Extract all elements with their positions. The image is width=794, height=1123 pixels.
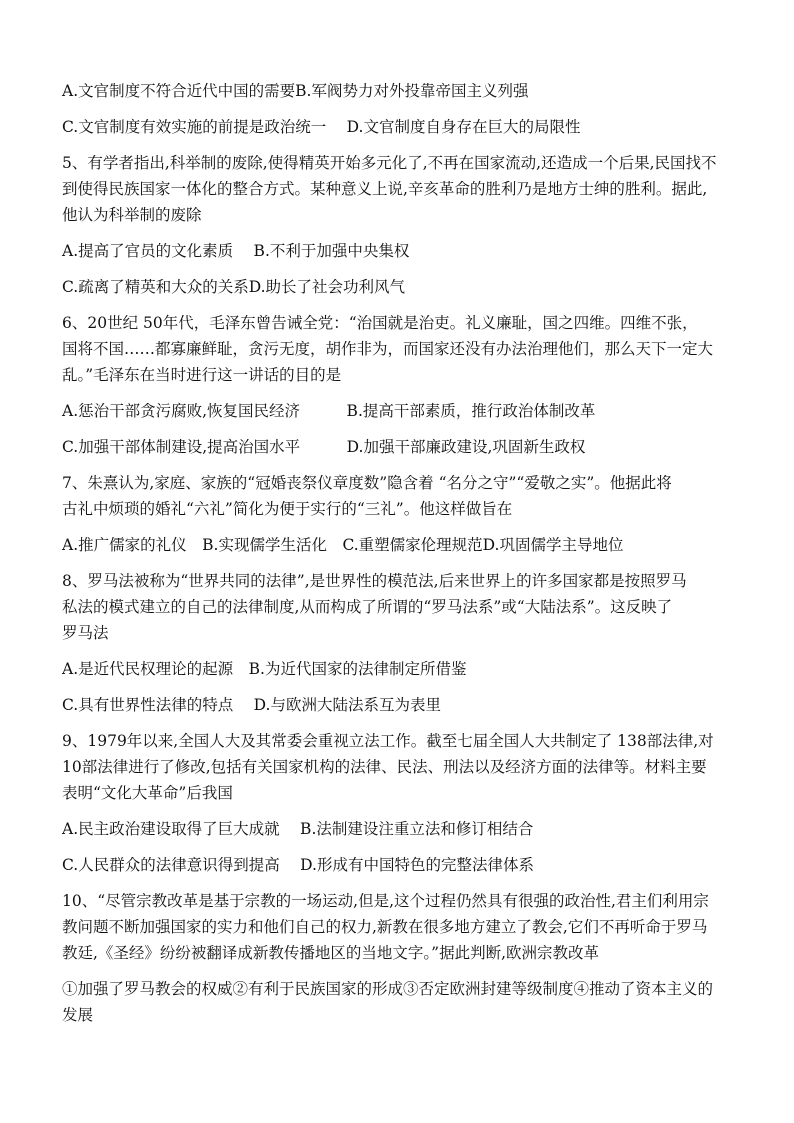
- prev-question-options-cd: C.文官制度有效实施的前提是政治统一 D.文官制度自身存在巨大的局限性: [62, 118, 581, 136]
- question-5-options-cd: C.疏离了精英和大众的关系D.助长了社会功利风气: [62, 278, 406, 296]
- question-6-stem-line-3: 乱。”毛泽东在当时进行这一讲话的目的是: [62, 366, 342, 384]
- question-6-options-ab: A.惩治干部贪污腐败,恢复国民经济 B.提高干部素质，推行政治体制改革: [62, 402, 596, 420]
- question-10-stem-line-1: 10、“尽管宗教改革是基于宗教的一场运动,但是,这个过程仍然具有很强的政治性,君主们利用宗: [62, 892, 709, 910]
- question-10-choices-line-2: 发展: [62, 1006, 94, 1024]
- question-9-stem-line-1: 9、1979年以来,全国人大及其常委会重视立法工作。截至七届全国人大共制定了 138部法律,对: [62, 732, 714, 750]
- question-7-stem-line-2: 古礼中烦琐的婚礼“六礼”简化为便于实行的“三礼”。他这样做旨在: [62, 500, 513, 518]
- question-6-stem-line-2: 国将不国……都寡廉鲜耻，贪污无度，胡作非为，而国家还没有办法治理他们，那么天下一定大: [62, 340, 714, 358]
- question-8-options-cd: C.具有世界性法律的特点 D.与欧洲大陆法系互为表里: [62, 696, 441, 714]
- question-8-options-ab: A.是近代民权理论的起源 B.为近代国家的法律制定所借鉴: [62, 660, 467, 678]
- question-10-choices: [62, 976, 738, 1028]
- question-5-stem-line-3: 他认为科举制的废除: [62, 206, 202, 224]
- question-7-options: A.推广儒家的礼仪 B.实现儒学生活化 C.重塑儒家伦理规范D.巩固儒学主导地位: [62, 536, 624, 554]
- question-5-options-ab: A.提高了官员的文化素质 B.不利于加强中央集权: [62, 242, 410, 260]
- question-9-options-ab: A.民主政治建设取得了巨大成就 B.法制建设注重立法和修订相结合: [62, 820, 534, 838]
- question-10-stem-line-2: 教问题不断加强国家的实力和他们自己的权力,新教在很多地方建立了教会,它们不再听命于罗马: [62, 918, 708, 936]
- question-5-stem-line-2: 到使得民族国家一体化的整合方式。某种意义上说,辛亥革命的胜利乃是地方士绅的胜利。据此,: [62, 180, 708, 198]
- question-9-stem-line-2: 10部法律进行了修改,包括有关国家机构的法律、民法、刑法以及经济方面的法律等。材料主要: [62, 758, 707, 776]
- question-8-stem-line-3: 罗马法: [62, 624, 109, 642]
- question-5-stem-line-1: 5、有学者指出,科举制的废除,使得精英开始多元化了,不再在国家流动,还造成一个后果,民国找不: [62, 154, 717, 172]
- question-9-stem-line-3: 表明“文化大革命”后我国: [62, 784, 233, 802]
- question-9: [62, 728, 738, 806]
- prev-question-options-ab: A.文官制度不符合近代中国的需要B.军阀势力对外投靠帝国主义列强: [62, 82, 529, 100]
- question-6: [62, 310, 738, 388]
- question-10-stem-line-3: 教廷,《圣经》纷纷被翻译成新教传播地区的当地文字。”据此判断,欧洲宗教改革: [62, 944, 600, 962]
- question-8: [62, 568, 738, 646]
- question-5: [62, 150, 738, 228]
- question-6-options-cd: C.加强干部体制建设,提高治国水平 D.加强干部廉政建设,巩固新生政权: [62, 438, 586, 456]
- question-6-stem-line-1: 6、20世纪 50年代，毛泽东曾告诫全党：“治国就是治吏。礼义廉耻，国之四维。四维不张，: [62, 314, 698, 332]
- question-10: [62, 888, 738, 966]
- question-8-stem-line-2: 私法的模式建立的自己的法律制度,从而构成了所谓的“罗马法系”或“大陆法系”。这反映了: [62, 598, 673, 616]
- question-7-stem-line-1: 7、朱熹认为,家庭、家族的“冠婚丧祭仪章度数”隐含着 “名分之守”“爱敬之实”。他据此将: [62, 474, 672, 492]
- question-7: [62, 470, 738, 522]
- exam-page: [62, 78, 738, 1028]
- question-10-choices-line-1: ①加强了罗马教会的权威②有利于民族国家的形成③否定欧洲封建等级制度④推动了资本主义的: [62, 980, 714, 998]
- question-8-stem-line-1: 8、罗马法被称为“世界共同的法律”,是世界性的模范法,后来世界上的许多国家都是按照罗马: [62, 572, 687, 590]
- question-9-options-cd: C.人民群众的法律意识得到提高 D.形成有中国特色的完整法律体系: [62, 856, 534, 874]
